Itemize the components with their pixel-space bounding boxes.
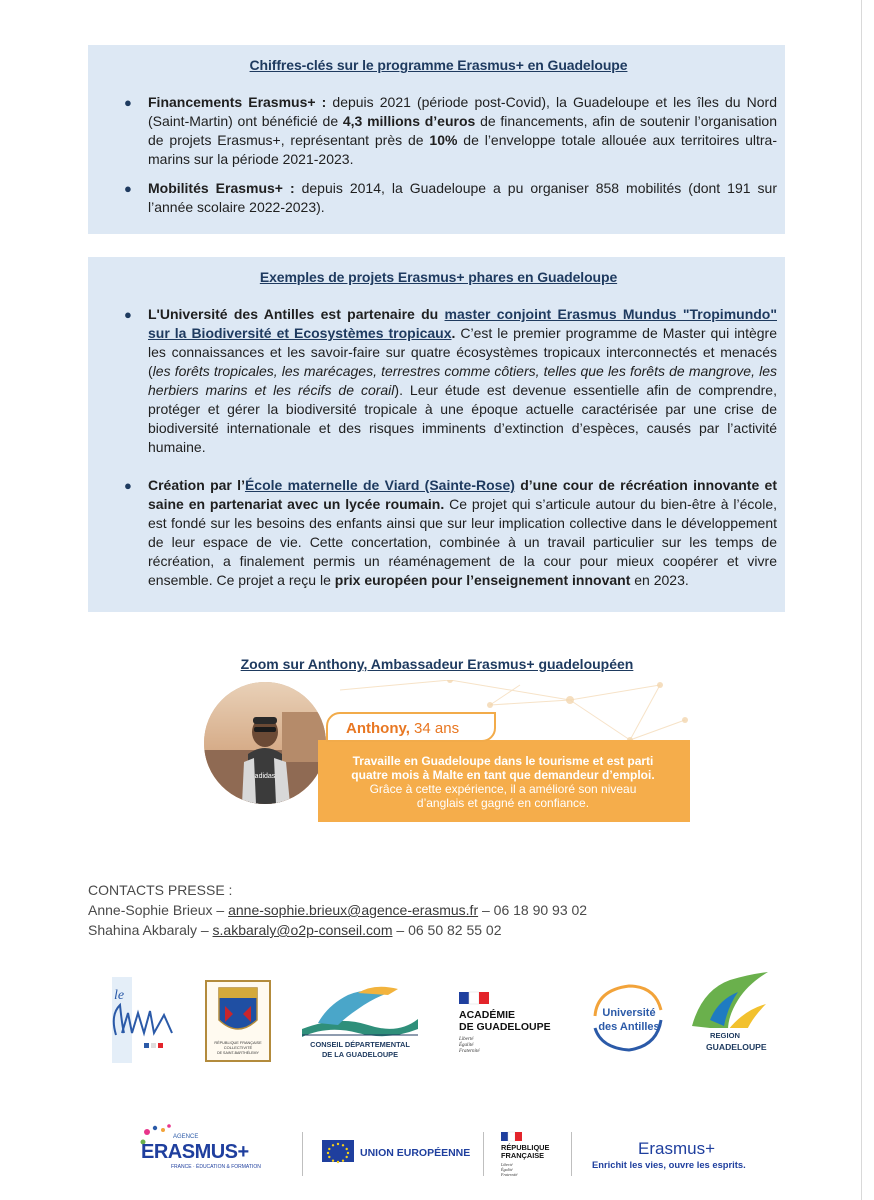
contact-phone: – 06 18 90 93 02 [478,902,588,918]
logo-text: FRANCE · ÉDUCATION & FORMATION [171,1164,261,1170]
logo-text: des Antilles [598,1021,660,1033]
list-item [100,93,777,169]
conseil-departemental-logo [298,985,422,1061]
republique-francaise-logo [497,1130,563,1180]
contact-row [88,900,587,920]
logo-text: Fraternité [501,1172,518,1177]
footer-divider [302,1132,303,1176]
flagship-projects-box [88,257,785,612]
ambassador-name: Anthony, [346,720,410,737]
saint-barthelemy-logo [205,980,271,1062]
description-line: Travaille en Guadeloupe dans le tourisme et est parti [352,754,654,768]
projects-list [100,305,777,590]
bullet-icon: ● [124,95,132,110]
logo-text: Égalité [501,1167,513,1172]
key-figures-title: Chiffres-clés sur le programme Erasmus+ en Guadeloupe [249,57,628,73]
logo-text: Université [602,1007,656,1019]
agence-erasmus-logo [135,1122,285,1174]
funding-amount: 4,3 millions d’euros [342,113,476,129]
logo-text: Liberté [501,1162,513,1167]
ambassador-name-tag [326,712,496,742]
logo-text: DE LA GUADELOUPE [321,1050,399,1059]
footer-divider [571,1132,572,1176]
logo-text: RÉPUBLIQUE [501,1143,550,1152]
logo-text: Fraternité [459,1049,480,1054]
logo-text: DE GUADELOUPE [459,1021,551,1033]
logo-text: UNION EUROPÉENNE [360,1147,470,1159]
tropimundo-link[interactable]: master conjoint Erasmus Mundus "Tropimundo" sur la Biodiversité et Ecosystèmes tropicaux [148,306,777,341]
project2-text-2: en 2023. [630,572,689,588]
funding-percent: 10% [429,132,458,148]
logo-text: RÉPUBLIQUE FRANÇAISE [214,1041,262,1045]
project2-text: Ce projet qui s’articule autour du bien-être à l’école, est fondé sur les besoins des enfants ainsi que sur leur implication collective dans le développement de leur espace de vie. Cette concertation, combinée à un travail particulier sur les temps de récréation, a finalement permis un réaménagement de la cour pour mieux coopérer et vivre ensemble. Ce projet a reçu le [148,496,777,588]
ambassador-description-panel [318,740,690,822]
region-guadeloupe-logo [688,970,770,1062]
logo-text: ACADÉMIE [459,1009,516,1021]
contact-phone: – 06 50 82 55 02 [392,922,502,938]
ambassador-card [190,680,690,830]
page-edge-line [861,0,862,1200]
bullet-icon: ● [124,181,132,196]
logo-text: COLLECTIVITÉ [223,1045,253,1050]
funding-text: depuis 2021 (période post-Covid), la Guadeloupe et les îles du Nord (Saint-Martin) ont bénéficié de [148,94,778,129]
contact-email-link[interactable]: s.akbaraly@o2p-conseil.com [212,922,393,938]
project1-lead: L'Université des Antilles est partenaire du [148,306,445,322]
universite-antilles-logo [585,980,669,1056]
logo-text: Égalité [459,1043,474,1048]
project1-text: C’est le premier programme de Master qui intègre les connaissances et les savoir-faire sur quatre écosystèmes tropicaux interconnectés et menacés ( [148,325,777,379]
footer-divider [483,1132,484,1176]
mobility-label: Mobilités Erasmus+ : [148,180,295,196]
academie-guadeloupe-logo [455,990,567,1060]
ambassador-photo [204,682,326,804]
bullet-icon: ● [124,478,132,493]
ambassador-title: Zoom sur Anthony, Ambassadeur Erasmus+ guadeloupéen [240,656,634,672]
project1-text-2: ). Leur étude est devenue essentielle afin de comprendre, protéger et gérer la biodiversité tropicale à une époque actuelle caractérisée par une crise de biodiversité internationale et des risques imminents d’extinction d’espèces, causés par l’activité humaine. [148,382,777,455]
svg-text:le: le [114,988,125,1003]
contact-row [88,920,587,940]
funding-label: Financements Erasmus+ : [148,94,327,110]
contact-name: Shahina Akbaraly – [88,922,213,938]
contacts-heading: CONTACTS PRESSE : [88,882,233,898]
person-illustration [204,682,326,804]
funding-text-2: de financements, afin de soutenir l’organisation de projets Erasmus+, représentant près de [148,113,778,148]
key-figures-box [88,45,785,234]
logo-text: AGENCE [173,1134,199,1140]
logo-text: ERASMUS+ [141,1141,249,1163]
project2-lead: Création par l’ [148,477,245,493]
list-item [100,305,777,457]
ambassador-age: 34 ans [409,720,460,737]
list-item [100,476,777,590]
funding-text-3: de l’enveloppe totale allouée aux territoires ultra-marins sur la période 2021-2023. [148,132,777,167]
logo-text: CONSEIL DÉPARTEMENTAL [310,1040,410,1049]
key-figures-list [100,93,777,217]
logo-text: Enrichit les vies, ouvre les esprits. [592,1159,746,1170]
logo-text: GUADELOUPE [706,1042,767,1052]
description-line: Grâce à cette expérience, il a amélioré son niveau [369,782,637,796]
list-item [100,179,777,217]
description-line: d’anglais et gagné en confiance. [416,796,590,810]
union-europeenne-logo [320,1136,470,1168]
flagship-projects-title: Exemples de projets Erasmus+ phares en Guadeloupe [259,269,618,285]
project1-italic: les forêts tropicales, les marécages, terrestres comme côtiers, telles que les forêts de mangrove, les herbiers marins et les récifs de corail [148,363,777,398]
logo-text: FRANÇAISE [501,1151,545,1160]
contact-email-link[interactable]: anne-sophie.brieux@agence-erasmus.fr [228,902,479,918]
project2-prize: prix européen pour l’enseignement innovant [334,572,631,588]
shirt-text: adidas [254,773,276,780]
logo-text: DE SAINT-BARTHÉLEMY [217,1051,259,1055]
ecole-viard-link[interactable]: École maternelle de Viard (Sainte-Rose) [244,477,515,493]
bullet-icon: ● [124,307,132,322]
press-contacts [88,880,587,940]
description-line: quatre mois à Malte en tant que demandeur d’emploi. [351,768,655,782]
project1-dot: . [451,325,456,341]
logo-text: Erasmus+ [638,1139,715,1158]
mobility-text: depuis 2014, la Guadeloupe a pu organiser 858 mobilités (dont 191 sur l’année scolaire 2022-2023). [148,180,777,215]
logo-text: Liberté [459,1037,474,1042]
cnfpt-logo [102,975,178,1065]
project2-lead-2: d’une cour de récréation innovante et saine en partenariat avec un lycée roumain. [148,477,777,512]
erasmus-plus-tagline-logo [588,1136,748,1172]
logo-text: REGION [710,1031,740,1040]
contact-name: Anne-Sophie Brieux – [88,902,229,918]
